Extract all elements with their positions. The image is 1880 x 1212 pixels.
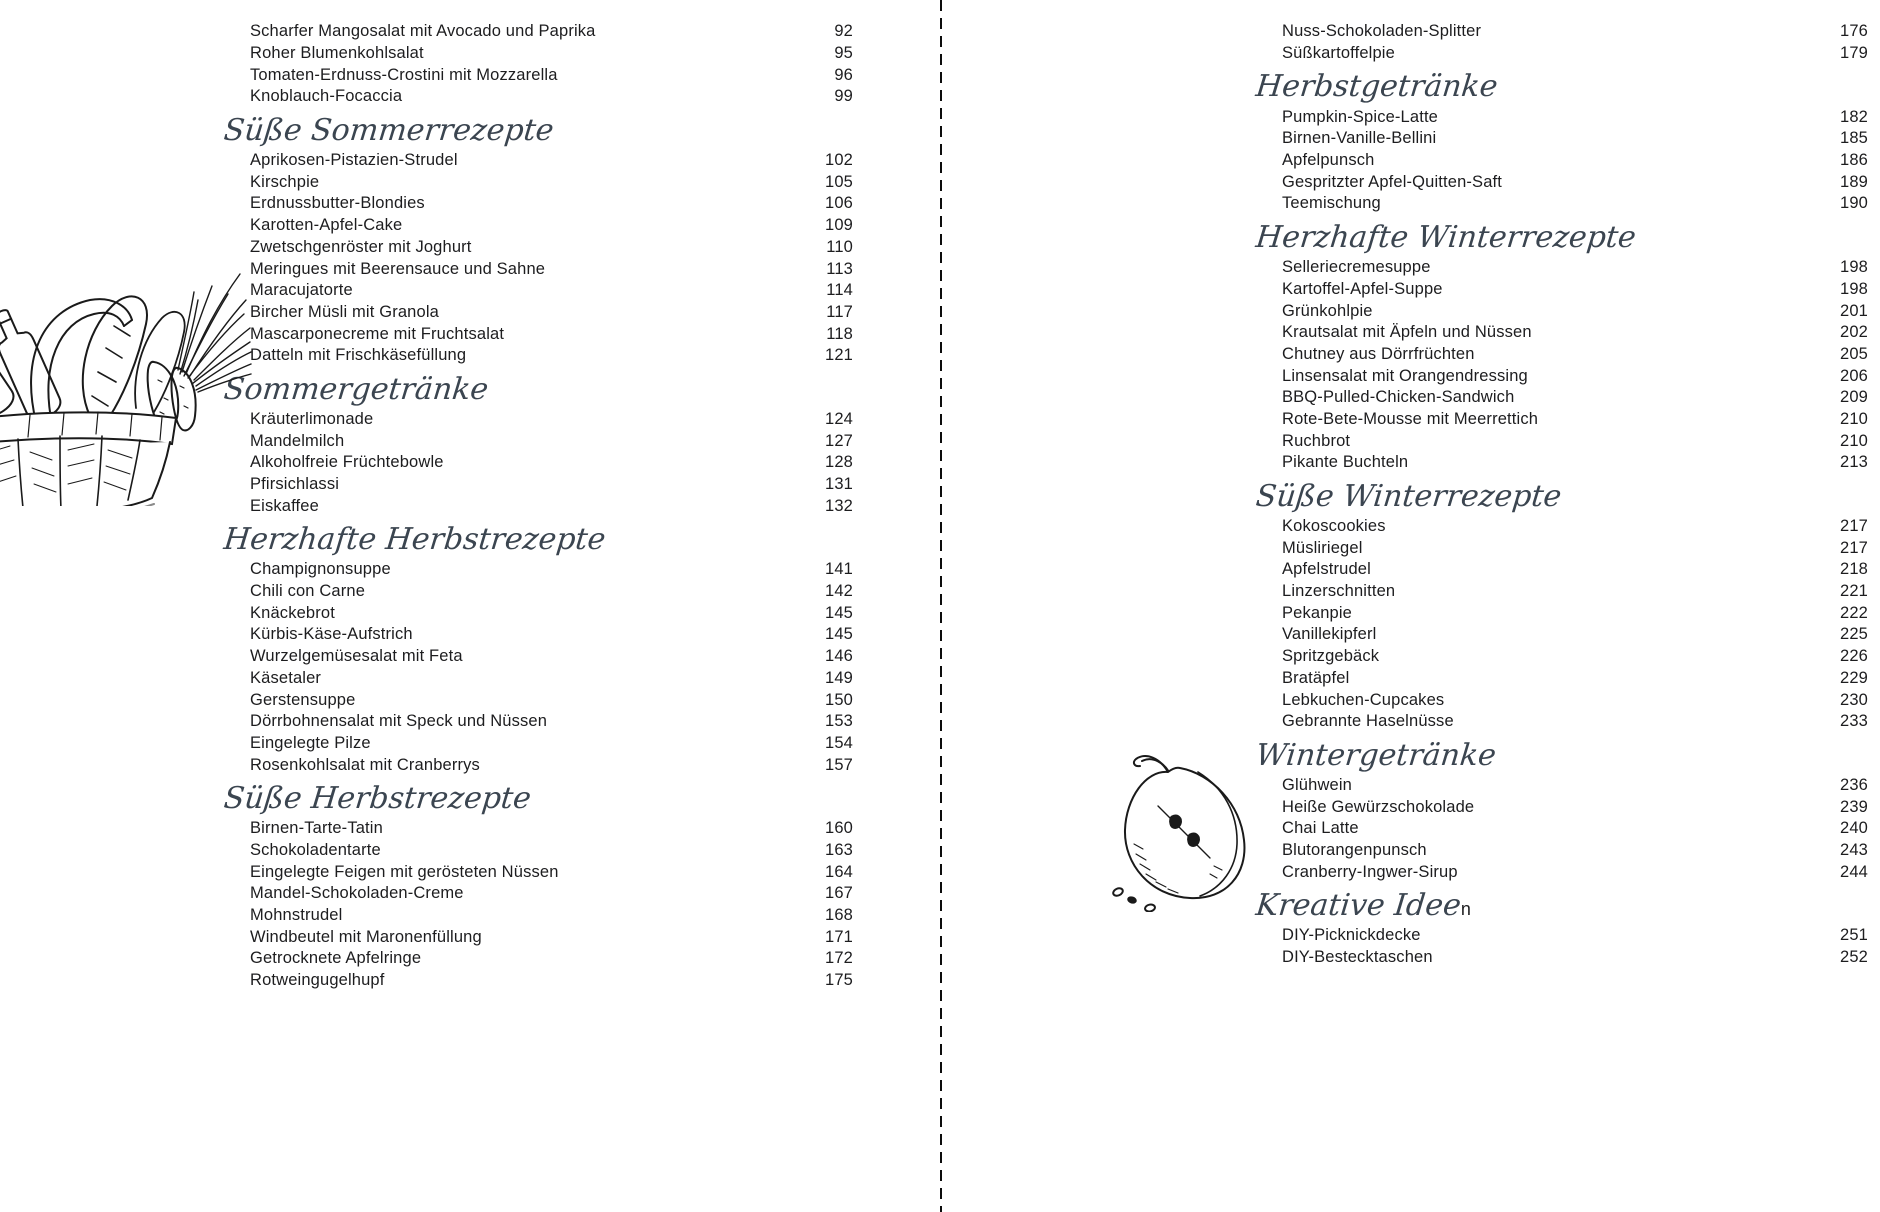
toc-entry [1282, 300, 1868, 322]
toc-entry [1282, 365, 1868, 387]
recipe-title: Pikante Buchteln [1282, 453, 1409, 472]
toc-entry [250, 883, 853, 905]
page-number: 233 [1840, 712, 1868, 731]
toc-entry [1282, 430, 1868, 452]
basket-illustration [0, 256, 252, 506]
recipe-title: Apfelpunsch [1282, 151, 1375, 170]
toc-entry [250, 905, 853, 927]
page-number: 198 [1840, 258, 1868, 277]
toc-entry [1282, 818, 1868, 840]
recipe-title: Aprikosen-Pistazien-Strudel [250, 151, 458, 170]
page-number: 182 [1840, 107, 1868, 126]
recipe-title: Käsetaler [250, 668, 322, 687]
toc-entry [1282, 452, 1868, 474]
page-number: 127 [825, 431, 853, 450]
toc-entry [1282, 775, 1868, 797]
recipe-title: Champignonsuppe [250, 560, 391, 579]
recipe-title: Knoblauch-Focaccia [250, 87, 403, 106]
page-number: 106 [825, 194, 853, 213]
recipe-title: Nuss-Schokoladen-Splitter [1282, 22, 1482, 41]
toc-entry [1282, 387, 1868, 409]
toc-entry [1282, 861, 1868, 883]
toc-entry [250, 280, 853, 302]
toc-entry [250, 430, 853, 452]
page-number: 146 [825, 647, 853, 666]
section-heading: Süße Sommerrezepte [222, 112, 556, 148]
toc-entry [250, 646, 853, 668]
recipe-title: DIY-Bestecktaschen [1282, 948, 1433, 967]
page-number: 145 [825, 625, 853, 644]
recipe-title: Schokoladentarte [250, 840, 381, 859]
recipe-title: Kartoffel-Apfel-Suppe [1282, 279, 1443, 298]
recipe-title: Bircher Müsli mit Granola [250, 302, 439, 321]
section-heading: Sommergetränke [222, 371, 490, 407]
page-number: 114 [826, 281, 853, 300]
toc-entry [1282, 711, 1868, 733]
page-number: 251 [1840, 926, 1868, 945]
toc-entry [250, 86, 853, 108]
toc-section [222, 112, 853, 367]
toc-entry [1282, 257, 1868, 279]
toc-entry [250, 711, 853, 733]
recipe-title: Pumpkin-Spice-Latte [1282, 107, 1439, 126]
toc-entry [1282, 840, 1868, 862]
page-number: 172 [825, 949, 853, 968]
page-number: 96 [834, 65, 853, 84]
recipe-title: Mandelmilch [250, 431, 345, 450]
toc-entry [250, 624, 853, 646]
toc-entry [1282, 193, 1868, 215]
recipe-title: Meringues mit Beerensauce und Sahne [250, 259, 546, 278]
page-number: 190 [1840, 194, 1868, 213]
page-number: 145 [825, 603, 853, 622]
recipe-title: Vanillekipferl [1282, 625, 1377, 644]
toc-entry [250, 581, 853, 603]
section-heading: Herzhafte Winterrezepte [1254, 219, 1638, 255]
page-number: 222 [1840, 603, 1868, 622]
page-divider [940, 0, 942, 1212]
section-heading: Süße Winterrezepte [1254, 478, 1564, 514]
recipe-title: Blutorangenpunsch [1282, 840, 1427, 859]
page-number: 243 [1840, 840, 1868, 859]
page-number: 206 [1840, 366, 1868, 385]
recipe-title: Pekanpie [1282, 603, 1353, 622]
left-page-toc [222, 21, 853, 991]
recipe-title: Grünkohlpie [1282, 301, 1373, 320]
recipe-title: Selleriecremesuppe [1282, 258, 1431, 277]
page-number: 142 [825, 582, 853, 601]
page-number: 99 [834, 87, 853, 106]
recipe-title: Datteln mit Frischkäsefüllung [250, 346, 467, 365]
recipe-title: Birnen-Tarte-Tatin [250, 819, 383, 838]
recipe-title: Bratäpfel [1282, 668, 1350, 687]
recipe-title: Gespritzter Apfel-Quitten-Saft [1282, 172, 1503, 191]
toc-entry [250, 474, 853, 496]
toc-entry [250, 861, 853, 883]
page-number: 210 [1840, 431, 1868, 450]
toc-entry [250, 193, 853, 215]
recipe-title: Mandel-Schokoladen-Creme [250, 884, 464, 903]
toc-entry [250, 64, 853, 86]
toc-entry [250, 43, 853, 65]
toc-section [1254, 737, 1868, 883]
recipe-title: Kräuterlimonade [250, 409, 374, 428]
toc-entry [1282, 150, 1868, 172]
recipe-title: BBQ-Pulled-Chicken-Sandwich [1282, 388, 1515, 407]
toc-section [1282, 21, 1868, 64]
recipe-title: Alkoholfreie Früchtebowle [250, 453, 444, 472]
toc-section [1254, 478, 1868, 733]
recipe-title: Gerstensuppe [250, 690, 356, 709]
page-number: 185 [1840, 129, 1868, 148]
page-number: 110 [826, 237, 853, 256]
toc-entry [1282, 43, 1868, 65]
page-number: 131 [825, 475, 853, 494]
toc-section [1254, 219, 1868, 474]
page-number: 105 [825, 172, 853, 191]
section-heading: Herzhafte Herbstrezepte [222, 522, 608, 558]
toc-entry [250, 754, 853, 776]
page-number: 213 [1840, 453, 1868, 472]
page-number: 92 [834, 22, 853, 41]
recipe-title: Linsensalat mit Orangendressing [1282, 366, 1528, 385]
toc-entry [1282, 602, 1868, 624]
section-heading: Wintergetränke [1254, 737, 1498, 773]
recipe-title: Erdnussbutter-Blondies [250, 194, 425, 213]
recipe-title: Eingelegte Feigen mit gerösteten Nüssen [250, 862, 559, 881]
recipe-title: Lebkuchen-Cupcakes [1282, 690, 1445, 709]
toc-entry [1282, 689, 1868, 711]
page-number: 236 [1840, 775, 1868, 794]
toc-entry [250, 818, 853, 840]
recipe-title: Ruchbrot [1282, 431, 1351, 450]
recipe-title: Glühwein [1282, 775, 1352, 794]
toc-entry [1282, 21, 1868, 43]
page-number: 252 [1840, 948, 1868, 967]
recipe-title: Zwetschgenröster mit Joghurt [250, 237, 472, 256]
recipe-title: Kirschpie [250, 172, 320, 191]
recipe-title: Karotten-Apfel-Cake [250, 216, 403, 235]
page-number: 198 [1840, 279, 1868, 298]
toc-entry [250, 215, 853, 237]
toc-entry [250, 258, 853, 280]
toc-entry [250, 689, 853, 711]
page-number: 95 [834, 44, 853, 63]
page-number: 229 [1840, 668, 1868, 687]
toc-entry [1282, 559, 1868, 581]
toc-entry [1282, 581, 1868, 603]
recipe-title: Mascarponecreme mit Fruchtsalat [250, 324, 505, 343]
toc-section [222, 521, 853, 776]
toc-entry [250, 948, 853, 970]
toc-entry [1282, 279, 1868, 301]
recipe-title: Teemischung [1282, 194, 1381, 213]
page-number: 168 [825, 906, 853, 925]
toc-entry [250, 345, 853, 367]
toc-entry [1282, 322, 1868, 344]
page-number: 167 [825, 884, 853, 903]
recipe-title: Wurzelgemüsesalat mit Feta [250, 647, 463, 666]
page-number: 117 [826, 302, 853, 321]
page-number: 218 [1840, 560, 1868, 579]
page-number: 150 [825, 690, 853, 709]
page-number: 118 [826, 324, 853, 343]
page-number: 209 [1840, 388, 1868, 407]
toc-entry [1282, 668, 1868, 690]
toc-entry [250, 409, 853, 431]
recipe-title: Krautsalat mit Äpfeln und Nüssen [1282, 323, 1532, 342]
page-number: 244 [1840, 862, 1868, 881]
page-number: 164 [825, 862, 853, 881]
toc-entry [250, 733, 853, 755]
heading-plain-suffix: n [1460, 899, 1471, 919]
toc-section [222, 780, 853, 992]
toc-entry [250, 323, 853, 345]
toc-entry [250, 237, 853, 259]
page-number: 201 [1840, 301, 1868, 320]
toc-entry [250, 840, 853, 862]
recipe-title: Süßkartoffelpie [1282, 44, 1395, 63]
recipe-title: Rosenkohlsalat mit Cranberrys [250, 755, 480, 774]
recipe-title: Maracujatorte [250, 281, 353, 300]
page-number: 189 [1840, 172, 1868, 191]
page-number: 240 [1840, 819, 1868, 838]
toc-entry [250, 926, 853, 948]
page-number: 225 [1840, 625, 1868, 644]
page-number: 210 [1840, 409, 1868, 428]
page-number: 217 [1840, 538, 1868, 557]
page-number: 113 [826, 259, 853, 278]
page-number: 217 [1840, 517, 1868, 536]
toc-entry [1282, 646, 1868, 668]
page-number: 102 [825, 151, 853, 170]
toc-entry [1282, 106, 1868, 128]
toc-entry [1282, 128, 1868, 150]
section-heading: Kreative Idee n [1254, 888, 1471, 923]
recipe-title: Roher Blumenkohlsalat [250, 44, 424, 63]
toc-entry [1282, 925, 1868, 947]
toc-entry [1282, 796, 1868, 818]
page-number: 205 [1840, 344, 1868, 363]
recipe-title: Chutney aus Dörrfrüchten [1282, 344, 1475, 363]
page-number: 171 [825, 927, 853, 946]
recipe-title: Getrocknete Apfelringe [250, 949, 422, 968]
page-number: 179 [1840, 44, 1868, 63]
recipe-title: Kokoscookies [1282, 517, 1386, 536]
toc-section [1254, 887, 1868, 968]
toc-entry [250, 495, 853, 517]
recipe-title: DIY-Picknickdecke [1282, 926, 1421, 945]
page-number: 239 [1840, 797, 1868, 816]
recipe-title: Eiskaffee [250, 496, 319, 515]
recipe-title: Rotweingugelhupf [250, 971, 385, 990]
page-number: 121 [825, 346, 853, 365]
page-number: 124 [825, 409, 853, 428]
recipe-title: Müsliriegel [1282, 538, 1363, 557]
page-number: 132 [825, 496, 853, 515]
page-number: 141 [825, 560, 853, 579]
page-number: 202 [1840, 323, 1868, 342]
recipe-title: Gebrannte Haselnüsse [1282, 712, 1454, 731]
recipe-title: Linzerschnitten [1282, 582, 1396, 601]
recipe-title: Windbeutel mit Maronenfüllung [250, 927, 482, 946]
page-number: 221 [1840, 582, 1868, 601]
recipe-title: Dörrbohnensalat mit Speck und Nüssen [250, 712, 548, 731]
toc-section [222, 371, 853, 517]
toc-entry [250, 150, 853, 172]
page-number: 157 [825, 755, 853, 774]
page-number: 176 [1840, 22, 1868, 41]
toc-entry [250, 21, 853, 43]
recipe-title: Spritzgebäck [1282, 647, 1380, 666]
page-number: 175 [825, 971, 853, 990]
page-number: 186 [1840, 151, 1868, 170]
page-number: 163 [825, 840, 853, 859]
toc-entry [250, 171, 853, 193]
toc-entry [250, 602, 853, 624]
recipe-title: Mohnstrudel [250, 906, 343, 925]
page-number: 226 [1840, 647, 1868, 666]
toc-entry [1282, 409, 1868, 431]
toc-entry [250, 452, 853, 474]
recipe-title: Tomaten-Erdnuss-Crostini mit Mozzarella [250, 65, 558, 84]
section-heading: Süße Herbstrezepte [222, 780, 533, 816]
recipe-title: Birnen-Vanille-Bellini [1282, 129, 1437, 148]
toc-entry [1282, 537, 1868, 559]
recipe-title: Scharfer Mangosalat mit Avocado und Paprika [250, 22, 596, 41]
toc-entry [250, 970, 853, 992]
recipe-title: Chai Latte [1282, 819, 1359, 838]
apple-illustration [1106, 750, 1258, 912]
right-page-toc [1254, 21, 1868, 968]
recipe-title: Heiße Gewürzschokolade [1282, 797, 1475, 816]
recipe-title: Pfirsichlassi [250, 475, 340, 494]
page-number: 149 [825, 668, 853, 687]
recipe-title: Knäckebrot [250, 603, 335, 622]
page-number: 109 [825, 216, 853, 235]
toc-entry [1282, 344, 1868, 366]
toc-entry [1282, 516, 1868, 538]
recipe-title: Eingelegte Pilze [250, 733, 371, 752]
recipe-title: Cranberry-Ingwer-Sirup [1282, 862, 1458, 881]
toc-entry [1282, 947, 1868, 969]
page-number: 160 [825, 819, 853, 838]
page-number: 153 [825, 712, 853, 731]
recipe-title: Apfelstrudel [1282, 560, 1371, 579]
toc-entry [250, 559, 853, 581]
page-number: 128 [825, 453, 853, 472]
recipe-title: Chili con Carne [250, 582, 366, 601]
toc-section [1254, 68, 1868, 214]
toc-entry [250, 302, 853, 324]
recipe-title: Rote-Bete-Mousse mit Meerrettich [1282, 409, 1539, 428]
recipe-title: Kürbis-Käse-Aufstrich [250, 625, 413, 644]
page-number: 154 [825, 733, 853, 752]
toc-entry [250, 668, 853, 690]
toc-section [250, 21, 853, 108]
toc-entry [1282, 171, 1868, 193]
toc-entry [1282, 624, 1868, 646]
page-number: 230 [1840, 690, 1868, 709]
section-heading: Herbstgetränke [1254, 69, 1500, 105]
